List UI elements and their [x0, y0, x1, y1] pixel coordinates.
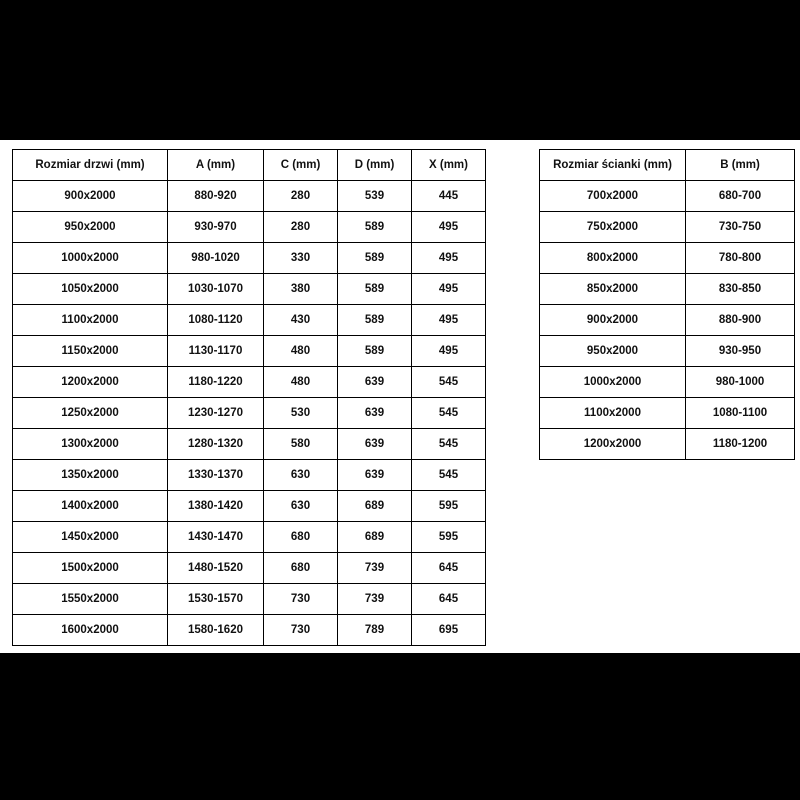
cell-c: 530 [264, 398, 338, 429]
cell-c: 280 [264, 181, 338, 212]
cell-door-size: 1050x2000 [13, 274, 168, 305]
table-row [540, 243, 795, 274]
table-row [540, 212, 795, 243]
cell-c: 430 [264, 305, 338, 336]
cell-wall-size: 900x2000 [540, 305, 686, 336]
cell-x: 545 [412, 429, 486, 460]
cell-b: 880-900 [686, 305, 795, 336]
column-header: X (mm) [412, 150, 486, 181]
cell-door-size: 1450x2000 [13, 522, 168, 553]
cell-b: 830-850 [686, 274, 795, 305]
cell-x: 545 [412, 367, 486, 398]
cell-c: 480 [264, 336, 338, 367]
cell-d: 639 [338, 460, 412, 491]
cell-door-size: 1100x2000 [13, 305, 168, 336]
cell-d: 589 [338, 336, 412, 367]
cell-b: 1180-1200 [686, 429, 795, 460]
cell-x: 645 [412, 584, 486, 615]
cell-d: 739 [338, 584, 412, 615]
cell-a: 880-920 [168, 181, 264, 212]
cell-d: 589 [338, 212, 412, 243]
cell-c: 730 [264, 615, 338, 646]
cell-x: 495 [412, 243, 486, 274]
column-header: Rozmiar drzwi (mm) [13, 150, 168, 181]
cell-wall-size: 800x2000 [540, 243, 686, 274]
cell-x: 545 [412, 460, 486, 491]
table-row [13, 243, 486, 274]
cell-d: 689 [338, 522, 412, 553]
cell-door-size: 1500x2000 [13, 553, 168, 584]
door-sizes-table [12, 149, 486, 646]
cell-wall-size: 1200x2000 [540, 429, 686, 460]
cell-door-size: 1000x2000 [13, 243, 168, 274]
table-row [13, 584, 486, 615]
cell-x: 645 [412, 553, 486, 584]
cell-d: 639 [338, 367, 412, 398]
cell-door-size: 950x2000 [13, 212, 168, 243]
cell-a: 1380-1420 [168, 491, 264, 522]
table-row [13, 305, 486, 336]
table-row [13, 460, 486, 491]
cell-door-size: 1150x2000 [13, 336, 168, 367]
cell-c: 580 [264, 429, 338, 460]
cell-c: 380 [264, 274, 338, 305]
column-header: A (mm) [168, 150, 264, 181]
table-row [540, 398, 795, 429]
cell-a: 930-970 [168, 212, 264, 243]
cell-x: 545 [412, 398, 486, 429]
table-row [13, 336, 486, 367]
cell-d: 589 [338, 305, 412, 336]
table-row [13, 398, 486, 429]
table-row [13, 367, 486, 398]
cell-d: 689 [338, 491, 412, 522]
cell-wall-size: 1100x2000 [540, 398, 686, 429]
cell-c: 680 [264, 553, 338, 584]
table-row [13, 429, 486, 460]
cell-a: 1530-1570 [168, 584, 264, 615]
cell-c: 480 [264, 367, 338, 398]
table-row [540, 305, 795, 336]
table-row [540, 274, 795, 305]
table-row [13, 522, 486, 553]
cell-a: 1580-1620 [168, 615, 264, 646]
cell-door-size: 1400x2000 [13, 491, 168, 522]
column-header: B (mm) [686, 150, 795, 181]
cell-door-size: 1200x2000 [13, 367, 168, 398]
table-row [540, 336, 795, 367]
cell-a: 1230-1270 [168, 398, 264, 429]
column-header: Rozmiar ścianki (mm) [540, 150, 686, 181]
cell-wall-size: 750x2000 [540, 212, 686, 243]
cell-x: 445 [412, 181, 486, 212]
table-row [540, 181, 795, 212]
cell-c: 280 [264, 212, 338, 243]
cell-c: 730 [264, 584, 338, 615]
cell-x: 495 [412, 336, 486, 367]
table-row [13, 181, 486, 212]
cell-a: 1430-1470 [168, 522, 264, 553]
table-row [13, 212, 486, 243]
cell-door-size: 1250x2000 [13, 398, 168, 429]
cell-door-size: 1300x2000 [13, 429, 168, 460]
cell-wall-size: 850x2000 [540, 274, 686, 305]
cell-a: 1180-1220 [168, 367, 264, 398]
cell-x: 595 [412, 491, 486, 522]
cell-wall-size: 700x2000 [540, 181, 686, 212]
column-header: D (mm) [338, 150, 412, 181]
cell-wall-size: 950x2000 [540, 336, 686, 367]
cell-a: 1130-1170 [168, 336, 264, 367]
cell-b: 780-800 [686, 243, 795, 274]
cell-d: 639 [338, 429, 412, 460]
cell-d: 739 [338, 553, 412, 584]
cell-a: 980-1020 [168, 243, 264, 274]
cell-d: 789 [338, 615, 412, 646]
table-row [540, 367, 795, 398]
cell-d: 639 [338, 398, 412, 429]
cell-b: 1080-1100 [686, 398, 795, 429]
wall-sizes-table [539, 149, 795, 460]
column-header: C (mm) [264, 150, 338, 181]
cell-x: 495 [412, 305, 486, 336]
cell-b: 930-950 [686, 336, 795, 367]
cell-b: 730-750 [686, 212, 795, 243]
cell-b: 980-1000 [686, 367, 795, 398]
cell-a: 1080-1120 [168, 305, 264, 336]
cell-door-size: 1600x2000 [13, 615, 168, 646]
cell-a: 1030-1070 [168, 274, 264, 305]
table-row [13, 553, 486, 584]
table-header-row [13, 150, 486, 181]
table-row [540, 429, 795, 460]
cell-d: 589 [338, 274, 412, 305]
cell-door-size: 1550x2000 [13, 584, 168, 615]
tables-container [0, 140, 800, 653]
cell-x: 495 [412, 212, 486, 243]
cell-a: 1330-1370 [168, 460, 264, 491]
cell-d: 589 [338, 243, 412, 274]
cell-wall-size: 1000x2000 [540, 367, 686, 398]
cell-c: 330 [264, 243, 338, 274]
cell-d: 539 [338, 181, 412, 212]
cell-c: 630 [264, 460, 338, 491]
table-header-row [540, 150, 795, 181]
table-row [13, 274, 486, 305]
table-row [13, 491, 486, 522]
cell-c: 630 [264, 491, 338, 522]
cell-x: 695 [412, 615, 486, 646]
table-row [13, 615, 486, 646]
cell-x: 495 [412, 274, 486, 305]
cell-x: 595 [412, 522, 486, 553]
cell-b: 680-700 [686, 181, 795, 212]
cell-door-size: 900x2000 [13, 181, 168, 212]
cell-c: 680 [264, 522, 338, 553]
cell-a: 1480-1520 [168, 553, 264, 584]
cell-door-size: 1350x2000 [13, 460, 168, 491]
cell-a: 1280-1320 [168, 429, 264, 460]
